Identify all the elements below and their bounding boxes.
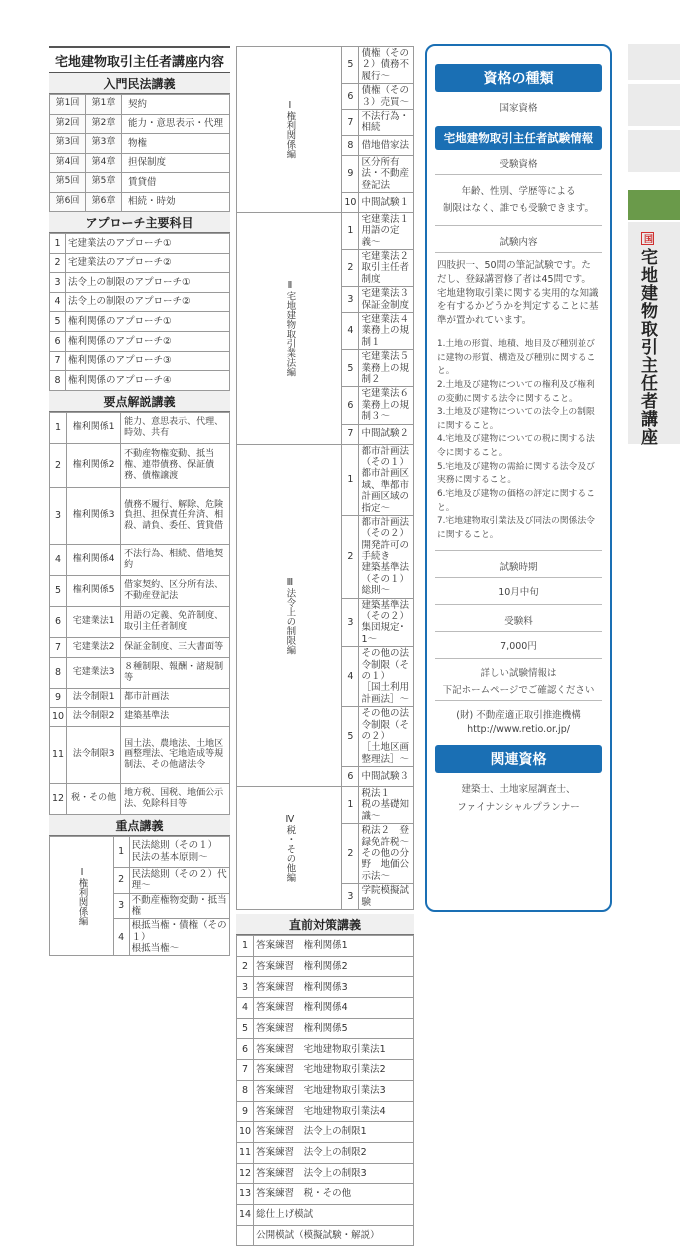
row-number: 4 bbox=[50, 544, 67, 575]
subject-name: 法令制限1 bbox=[67, 688, 121, 707]
subject-detail: 不動産物権変動、抵当権、連帯債務、保証債務、債権譲渡 bbox=[121, 443, 230, 487]
row-number: 5 bbox=[342, 47, 359, 84]
subject-detail: 用語の定義、免許制度、取引主任者制度 bbox=[121, 606, 230, 637]
lecture-topic: 根抵当権・債権（その１） 根抵当権〜 bbox=[129, 919, 229, 956]
row-number: 7 bbox=[50, 637, 67, 657]
divider bbox=[435, 174, 602, 175]
lecture-topic: 中間試験３ bbox=[359, 767, 414, 787]
row-number: 1 bbox=[50, 412, 67, 443]
group-label: Ⅱ宅地建物取引業法編 bbox=[237, 212, 342, 444]
exam-subject-list bbox=[427, 338, 610, 542]
juken-text: 年齢、性別、学歴等による 制限はなく、誰でも受験できます。 bbox=[442, 186, 595, 215]
column-middle bbox=[236, 46, 419, 1246]
table-row bbox=[237, 1184, 414, 1205]
row-number: 11 bbox=[237, 1142, 254, 1163]
divider bbox=[435, 631, 602, 632]
subject-detail: 地方税、国税、地価公示法、免除科目等 bbox=[121, 783, 230, 814]
row-number: 8 bbox=[50, 657, 67, 688]
table-row bbox=[50, 544, 230, 575]
lecture-topic: 債権（その２）債務不履行〜 bbox=[359, 47, 414, 84]
table-row bbox=[237, 1204, 414, 1225]
lecture-topic: 都市計画法（その１） 都市計画区域、準都市計画区域の指定〜 bbox=[359, 444, 414, 515]
table-row bbox=[50, 331, 230, 351]
row-number: 13 bbox=[237, 1184, 254, 1205]
lesson-number: 第3回 bbox=[50, 134, 86, 154]
subject-name: 権利関係4 bbox=[67, 544, 121, 575]
side-tab[interactable] bbox=[628, 44, 680, 80]
practice-topic: 答案練習 宅地建物取引業法3 bbox=[254, 1080, 414, 1101]
row-number: 2 bbox=[50, 253, 66, 273]
chokuzen-table bbox=[236, 935, 414, 1246]
row-number: 5 bbox=[50, 575, 67, 606]
lecture-topic: 学院模擬試験 bbox=[359, 884, 414, 910]
subject-name: 法令上の制限のアプローチ① bbox=[66, 273, 230, 293]
practice-topic: 答案練習 権利関係3 bbox=[254, 977, 414, 998]
row-number: 11 bbox=[50, 726, 67, 783]
row-number: 8 bbox=[50, 371, 66, 391]
lecture-topic: 中間試験１ bbox=[359, 192, 414, 212]
practice-topic: 答案練習 権利関係2 bbox=[254, 956, 414, 977]
naiyou-label: 試験内容 bbox=[499, 237, 538, 249]
lecture-topic: 宅建業法２ 取引主任者制度 bbox=[359, 250, 414, 287]
table-row bbox=[50, 292, 230, 312]
row-number: 4 bbox=[113, 919, 129, 956]
row-number: 8 bbox=[342, 135, 359, 155]
row-number: 10 bbox=[342, 192, 359, 212]
fee-label: 受験料 bbox=[504, 616, 533, 628]
row-number: 1 bbox=[237, 936, 254, 957]
juten-table bbox=[49, 836, 230, 957]
lesson-number: 第5回 bbox=[50, 173, 86, 193]
lecture-topic: 民法総則（その２）代理〜 bbox=[129, 867, 229, 893]
subject-detail: 借家契約、区分所有法、不動産登記法 bbox=[121, 575, 230, 606]
table-row bbox=[50, 273, 230, 293]
practice-topic: 答案練習 税・その他 bbox=[254, 1184, 414, 1205]
more-info-1: 詳しい試験情報は bbox=[480, 668, 557, 680]
row-number: 6 bbox=[50, 331, 66, 351]
table-row bbox=[50, 351, 230, 371]
heading-kanren: 関連資格 bbox=[435, 745, 602, 773]
divider bbox=[435, 550, 602, 551]
table-row bbox=[237, 47, 414, 84]
lecture-topic: 宅建業法４ 業務上の規制１ bbox=[359, 313, 414, 350]
subject-name: 権利関係のアプローチ② bbox=[66, 331, 230, 351]
table-row bbox=[237, 1163, 414, 1184]
lecture-topic: 不動産権物変動・抵当権 bbox=[129, 893, 229, 919]
lecture-topic: 税法２ 登録免許税〜 その他の分野 地価公示法〜 bbox=[359, 824, 414, 884]
row-number: 1 bbox=[342, 444, 359, 515]
subject-name: 宅建業法2 bbox=[67, 637, 121, 657]
practice-topic: 答案練習 権利関係1 bbox=[254, 936, 414, 957]
list-item: 6.宅地及び建物の価格の評定に関すること。 bbox=[437, 488, 595, 513]
divider bbox=[435, 225, 602, 226]
subject-name: 権利関係3 bbox=[67, 487, 121, 544]
side-title bbox=[635, 232, 660, 446]
table-row bbox=[50, 312, 230, 332]
chapter-number: 第2章 bbox=[86, 114, 122, 134]
table-row bbox=[50, 95, 230, 115]
row-number: 6 bbox=[342, 387, 359, 424]
chapter-number: 第6章 bbox=[86, 192, 122, 212]
org-name: (財) 不動産適正取引推進機構 bbox=[456, 710, 581, 722]
subject-detail: 能力、意思表示、代理、時効、共有 bbox=[121, 412, 230, 443]
table-row bbox=[237, 998, 414, 1019]
table-row bbox=[237, 212, 414, 249]
row-number: 3 bbox=[113, 893, 129, 919]
row-number: 3 bbox=[342, 598, 359, 647]
lecture-topic: 宅建業法５ 業務上の規制２ bbox=[359, 350, 414, 387]
subject-detail: 都市計画法 bbox=[121, 688, 230, 707]
divider bbox=[435, 252, 602, 253]
lecture-topic: 税法１ 税の基礎知識〜 bbox=[359, 787, 414, 824]
table-row bbox=[50, 134, 230, 154]
subject-name: 法令上の制限のアプローチ② bbox=[66, 292, 230, 312]
table-row bbox=[50, 234, 230, 254]
table-row bbox=[50, 726, 230, 783]
row-number: 10 bbox=[237, 1122, 254, 1143]
table-row bbox=[50, 443, 230, 487]
table-row bbox=[237, 977, 414, 998]
subject-name: 権利関係のアプローチ④ bbox=[66, 371, 230, 391]
section-title-juten: 重点講義 bbox=[49, 815, 230, 836]
table-row bbox=[50, 253, 230, 273]
group-label: Ⅰ権利関係編 bbox=[50, 836, 114, 956]
practice-topic: 答案練習 権利関係4 bbox=[254, 998, 414, 1019]
chapter-number: 第5章 bbox=[86, 173, 122, 193]
table-row bbox=[50, 487, 230, 544]
table-row bbox=[50, 192, 230, 212]
table-row bbox=[50, 371, 230, 391]
row-number: 1 bbox=[342, 787, 359, 824]
row-number: 2 bbox=[342, 515, 359, 598]
row-number: 5 bbox=[237, 1018, 254, 1039]
table-row bbox=[237, 1039, 414, 1060]
table-row bbox=[237, 1122, 414, 1143]
divider bbox=[435, 700, 602, 701]
kanren-text: 建築士、土地家屋調査士、 ファイナンシャルプランナー bbox=[457, 784, 580, 814]
row-number: 4 bbox=[342, 647, 359, 707]
side-title-text: 宅地建物取引主任者講座 bbox=[637, 248, 657, 446]
row-number: 1 bbox=[342, 212, 359, 249]
table-row bbox=[237, 1101, 414, 1122]
table-row bbox=[50, 412, 230, 443]
practice-topic: 答案練習 法令上の制限2 bbox=[254, 1142, 414, 1163]
kokka-text: 国家資格 bbox=[499, 103, 538, 114]
divider bbox=[435, 658, 602, 659]
row-number: 5 bbox=[342, 350, 359, 387]
row-number: 9 bbox=[50, 688, 67, 707]
subject-name: 宅建業法1 bbox=[67, 606, 121, 637]
table-row bbox=[237, 444, 414, 515]
lesson-topic: 担保制度 bbox=[122, 153, 230, 173]
lecture-topic: 宅建業法１ 用語の定義〜 bbox=[359, 212, 414, 249]
kokka-mark-icon: 国 bbox=[642, 233, 652, 244]
row-number: 9 bbox=[342, 155, 359, 192]
row-number: 4 bbox=[237, 998, 254, 1019]
row-number: 2 bbox=[113, 867, 129, 893]
lesson-number: 第2回 bbox=[50, 114, 86, 134]
side-tab[interactable] bbox=[628, 130, 680, 172]
table-row bbox=[50, 173, 230, 193]
table-row bbox=[237, 1018, 414, 1039]
section-title-chokuzen: 直前対策講義 bbox=[236, 914, 414, 935]
lecture-topic: 建築基準法（その２） 集団規定･1〜 bbox=[359, 598, 414, 647]
subject-name: 権利関係5 bbox=[67, 575, 121, 606]
lecture-topic: その他の法令制限（その２） ［土地区画整理法］〜 bbox=[359, 707, 414, 767]
subject-name: 税・その他 bbox=[67, 783, 121, 814]
row-number: 1 bbox=[113, 836, 129, 867]
table-row bbox=[50, 606, 230, 637]
subject-detail: 保証金制度、三大書面等 bbox=[121, 637, 230, 657]
list-item: 3.土地及び建物についての法令上の制限に関すること。 bbox=[437, 407, 595, 431]
chapter-number: 第1章 bbox=[86, 95, 122, 115]
table-row bbox=[50, 783, 230, 814]
org-url[interactable]: http://www.retio.or.jp/ bbox=[467, 724, 570, 736]
row-number: 14 bbox=[237, 1204, 254, 1225]
row-number: 12 bbox=[50, 783, 67, 814]
table-row bbox=[50, 836, 230, 867]
row-number: 7 bbox=[50, 351, 66, 371]
page-title: 宅地建物取引主任者講座内容 bbox=[49, 46, 230, 73]
row-number bbox=[237, 1225, 254, 1246]
row-number: 3 bbox=[50, 273, 66, 293]
subject-name: 権利関係のアプローチ① bbox=[66, 312, 230, 332]
subject-name: 法令制限2 bbox=[67, 707, 121, 726]
chapter-number: 第4章 bbox=[86, 153, 122, 173]
lesson-topic: 賃貸借 bbox=[122, 173, 230, 193]
subject-name: 宅建業法3 bbox=[67, 657, 121, 688]
more-info-2: 下記ホームページでご確認ください bbox=[442, 685, 595, 697]
lecture-topic: 不法行為・相続 bbox=[359, 109, 414, 135]
lecture-topic: 宅建業法３ 保証金制度 bbox=[359, 287, 414, 313]
jiki-value: 10月中旬 bbox=[498, 587, 539, 599]
section-title-approach: アプローチ主要科目 bbox=[49, 212, 230, 233]
practice-topic: 答案練習 法令上の制限1 bbox=[254, 1122, 414, 1143]
row-number: 3 bbox=[50, 487, 67, 544]
subject-name: 法令制限3 bbox=[67, 726, 121, 783]
table-row bbox=[50, 707, 230, 726]
row-number: 7 bbox=[237, 1060, 254, 1081]
juken-label: 受験資格 bbox=[499, 159, 538, 170]
lecture-topic: その他の法令制限（その１） ［国土利用計画法］〜 bbox=[359, 647, 414, 707]
row-number: 7 bbox=[342, 109, 359, 135]
row-number: 2 bbox=[342, 824, 359, 884]
subject-name: 宅建業法のアプローチ② bbox=[66, 253, 230, 273]
row-number: 7 bbox=[342, 424, 359, 444]
group-label: Ⅲ法令上の制限編 bbox=[237, 444, 342, 787]
table-row bbox=[237, 956, 414, 977]
divider bbox=[435, 577, 602, 578]
column-left bbox=[49, 46, 230, 956]
heading-exam-info: 宅地建物取引主任者試験情報 bbox=[435, 126, 602, 150]
row-number: 2 bbox=[342, 250, 359, 287]
table-row bbox=[50, 153, 230, 173]
subject-detail: 不法行為、相続、借地契約 bbox=[121, 544, 230, 575]
lesson-number: 第4回 bbox=[50, 153, 86, 173]
table-row bbox=[237, 1142, 414, 1163]
row-number: 2 bbox=[50, 443, 67, 487]
row-number: 1 bbox=[50, 234, 66, 254]
list-item: 7.宅地建物取引業法及び同法の関係法令に関すること。 bbox=[437, 516, 595, 540]
lesson-number: 第6回 bbox=[50, 192, 86, 212]
table-row bbox=[237, 936, 414, 957]
lesson-topic: 物権 bbox=[122, 134, 230, 154]
list-item: 4.宅地及び建物についての税に関する法令に関すること。 bbox=[437, 434, 595, 459]
table-row bbox=[50, 575, 230, 606]
table-row bbox=[50, 657, 230, 688]
approach-table bbox=[49, 233, 230, 391]
section-title-nyumon: 入門民法講義 bbox=[49, 73, 230, 94]
table-row bbox=[237, 1060, 414, 1081]
table-row bbox=[50, 637, 230, 657]
chapter-number: 第3章 bbox=[86, 134, 122, 154]
group-label: Ⅰ権利関係編 bbox=[237, 47, 342, 213]
list-item: 5.宅地及び建物の需給に関する法令及び実務に関すること。 bbox=[437, 461, 595, 486]
exam-info-box bbox=[425, 44, 612, 912]
subject-detail: 建築基準法 bbox=[121, 707, 230, 726]
practice-topic: 答案練習 宅地建物取引業法4 bbox=[254, 1101, 414, 1122]
practice-topic: 答案練習 宅地建物取引業法1 bbox=[254, 1039, 414, 1060]
row-number: 5 bbox=[342, 707, 359, 767]
table-row bbox=[237, 1225, 414, 1246]
practice-topic: 総仕上げ模試 bbox=[254, 1204, 414, 1225]
practice-topic: 答案練習 法令上の制限3 bbox=[254, 1163, 414, 1184]
practice-topic: 公開模試（模擬試験・解説） bbox=[254, 1225, 414, 1246]
side-tab[interactable] bbox=[628, 84, 680, 126]
row-number: 6 bbox=[50, 606, 67, 637]
subject-detail: 債務不履行、解除、危険負担、担保責任弁済、相殺、請負、委任、賃貸借 bbox=[121, 487, 230, 544]
row-number: 6 bbox=[342, 84, 359, 110]
juten-cont-table bbox=[236, 46, 419, 910]
yoten-table bbox=[49, 412, 230, 815]
nyumon-table bbox=[49, 94, 230, 212]
section-title-yoten: 要点解説講義 bbox=[49, 391, 230, 412]
table-row bbox=[50, 114, 230, 134]
practice-topic: 答案練習 宅地建物取引業法2 bbox=[254, 1060, 414, 1081]
row-number: 6 bbox=[237, 1039, 254, 1060]
lesson-number: 第1回 bbox=[50, 95, 86, 115]
lecture-topic: 借地借家法 bbox=[359, 135, 414, 155]
lecture-topic: 都市計画法（その２） 開発許可の手続き 建築基準法（その１）総則〜 bbox=[359, 515, 414, 598]
fee-value: 7,000円 bbox=[500, 641, 537, 653]
lesson-topic: 契約 bbox=[122, 95, 230, 115]
jiki-label: 試験時期 bbox=[499, 562, 538, 574]
side-tab-active[interactable] bbox=[628, 190, 680, 220]
list-item: 1.土地の形質、地積、地目及び種別並びに建物の形質、構造及び種別に関すること。 bbox=[437, 339, 596, 377]
naiyou-text: 四肢択一、50問の筆記試験です。ただし、登録講習修了者は45問です。 宅地建物取引業に関する実用的な知識を有するかどうかを判定することに基準が置かれています。 bbox=[437, 260, 599, 327]
lecture-topic: 債権（その３）売買〜 bbox=[359, 84, 414, 110]
divider bbox=[435, 604, 602, 605]
row-number: 4 bbox=[342, 313, 359, 350]
row-number: 5 bbox=[50, 312, 66, 332]
lesson-topic: 能力・意思表示・代理 bbox=[122, 114, 230, 134]
subject-name: 権利関係1 bbox=[67, 412, 121, 443]
row-number: 10 bbox=[50, 707, 67, 726]
practice-topic: 答案練習 権利関係5 bbox=[254, 1018, 414, 1039]
subject-name: 宅建業法のアプローチ① bbox=[66, 234, 230, 254]
heading-shikaku: 資格の種類 bbox=[435, 64, 602, 92]
row-number: 6 bbox=[342, 767, 359, 787]
row-number: 3 bbox=[342, 287, 359, 313]
lecture-topic: 宅建業法６ 業務上の規制３〜 bbox=[359, 387, 414, 424]
row-number: 9 bbox=[237, 1101, 254, 1122]
subject-name: 権利関係のアプローチ③ bbox=[66, 351, 230, 371]
row-number: 2 bbox=[237, 956, 254, 977]
table-row bbox=[50, 688, 230, 707]
lecture-topic: 民法総則（その１） 民法の基本原則〜 bbox=[129, 836, 229, 867]
row-number: 12 bbox=[237, 1163, 254, 1184]
row-number: 3 bbox=[342, 884, 359, 910]
lesson-topic: 相続・時効 bbox=[122, 192, 230, 212]
subject-detail: ８種制限、報酬・諸規制等 bbox=[121, 657, 230, 688]
table-row bbox=[237, 1080, 414, 1101]
list-item: 2.土地及び建物についての権利及び権利の変動に関する法令に関すること。 bbox=[437, 379, 595, 404]
subject-name: 権利関係2 bbox=[67, 443, 121, 487]
row-number: 8 bbox=[237, 1080, 254, 1101]
lecture-topic: 中間試験２ bbox=[359, 424, 414, 444]
subject-detail: 国土法、農地法、土地区画整理法、宅地造成等規制法、その他諸法令 bbox=[121, 726, 230, 783]
group-label: Ⅳ税・その他編 bbox=[237, 787, 342, 910]
lecture-topic: 区分所有法・不動産登記法 bbox=[359, 155, 414, 192]
table-row bbox=[237, 787, 414, 824]
row-number: 3 bbox=[237, 977, 254, 998]
row-number: 4 bbox=[50, 292, 66, 312]
